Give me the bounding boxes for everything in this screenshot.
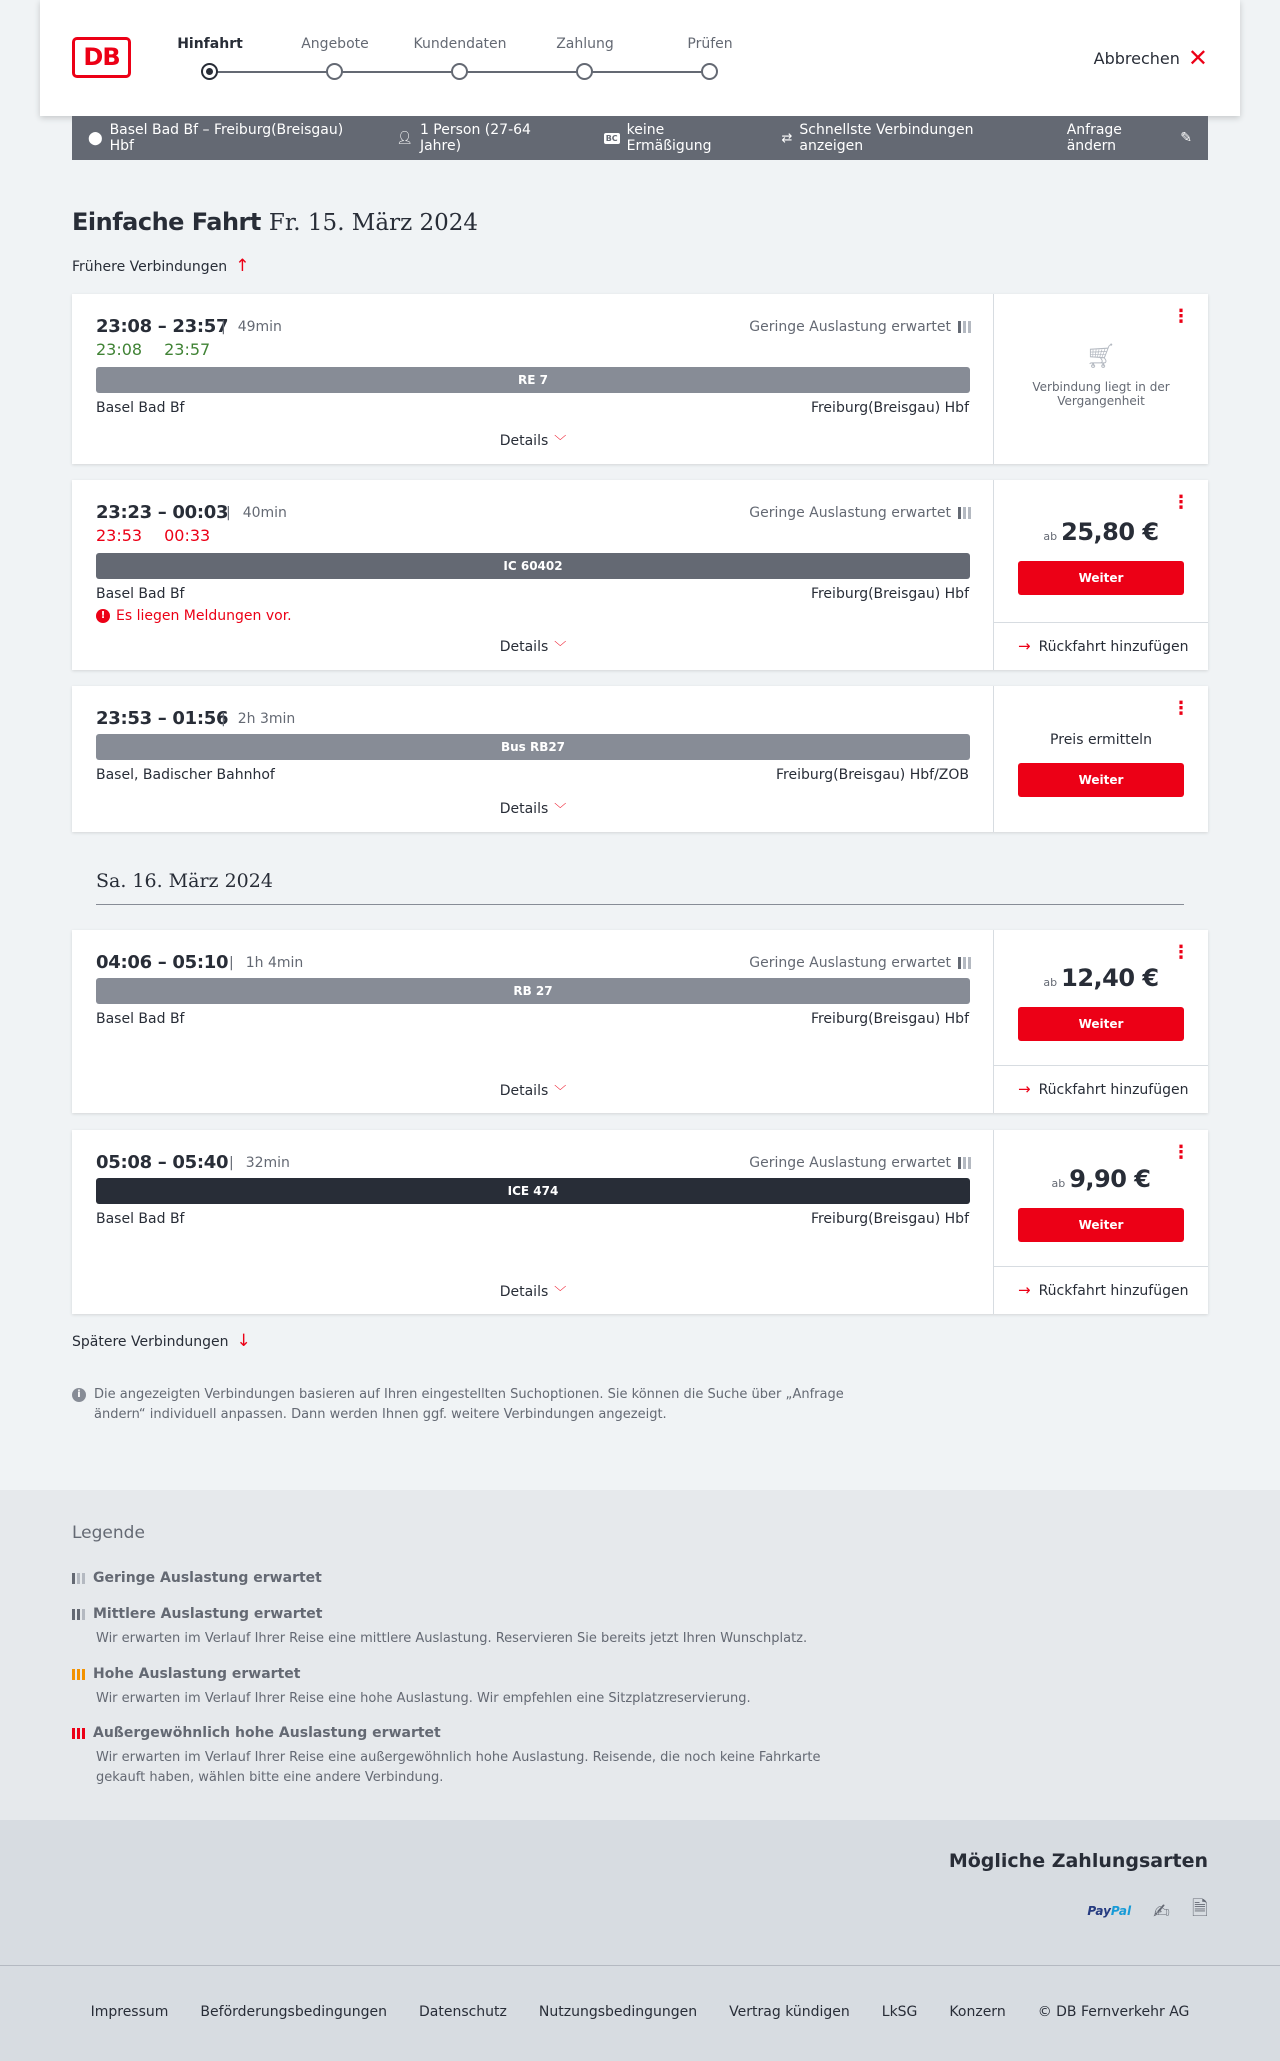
step-dot-zahlung bbox=[576, 63, 593, 80]
connection-times: 23:08 – 23:57 bbox=[96, 316, 229, 337]
add-return-button[interactable] bbox=[994, 1065, 1208, 1113]
search-info-note bbox=[72, 1385, 852, 1425]
legend-text: Wir erwarten im Verlauf Ihrer Reise eine außergewöhnlich hohe Auslastung. Reisende, die noch keine Fahrkarte gekauft haben, wählen bitte eine andere Verbindung. bbox=[96, 1750, 821, 1785]
query-summary-bar bbox=[72, 116, 1208, 160]
connection-times: 04:06 – 05:10 bbox=[96, 952, 229, 973]
person-icon: 👤︎ bbox=[396, 130, 413, 146]
price bbox=[994, 518, 1208, 546]
load-high-icon bbox=[72, 1669, 85, 1680]
price-value: 25,80 € bbox=[1061, 518, 1159, 546]
header bbox=[40, 0, 1240, 116]
realtime-times bbox=[96, 526, 232, 545]
connection-main[interactable] bbox=[72, 480, 994, 670]
departure-station: Basel Bad Bf bbox=[96, 586, 185, 602]
legend-label: Mittlere Auslastung erwartet bbox=[93, 1606, 323, 1622]
determine-price-label: Preis ermitteln bbox=[1050, 732, 1152, 748]
arrival-station: Freiburg(Breisgau) Hbf/ZOB bbox=[776, 767, 969, 783]
cancel-button[interactable] bbox=[1094, 46, 1208, 70]
arrival-station: Freiburg(Breisgau) Hbf bbox=[810, 586, 969, 602]
details-label: Details bbox=[499, 801, 549, 817]
query-route: Basel Bad Bf – Freiburg(Breisgau) Hbf bbox=[109, 122, 344, 154]
change-query-label: Anfrage ändern bbox=[1066, 122, 1122, 154]
info-icon: i bbox=[72, 1388, 86, 1402]
more-options-icon[interactable]: ⋮ bbox=[1172, 698, 1190, 719]
legend-section bbox=[0, 1490, 1280, 1820]
price-prefix: ab bbox=[1043, 530, 1058, 543]
price-prefix: ab bbox=[1043, 976, 1058, 989]
connection-main[interactable] bbox=[72, 1130, 994, 1314]
connection-offer bbox=[994, 930, 1208, 1113]
train-bar: RE 7 bbox=[96, 367, 970, 393]
chevron-down-icon: ﹀ bbox=[554, 434, 567, 448]
past-connection-label: Verbindung liegt in der Vergangenheit bbox=[1032, 380, 1170, 408]
step-dot-hinfahrt bbox=[201, 63, 218, 80]
later-connections-link[interactable] bbox=[72, 1333, 251, 1350]
more-options-icon[interactable]: ⋮ bbox=[1172, 1142, 1190, 1163]
step-dot-angebote bbox=[326, 63, 343, 80]
connection-card bbox=[72, 1130, 1208, 1314]
trip-date: Fr. 15. März 2024 bbox=[268, 210, 479, 236]
connection-main[interactable] bbox=[72, 930, 994, 1113]
connection-duration: | 49min bbox=[221, 319, 282, 335]
train-bar: RB 27 bbox=[96, 978, 970, 1004]
location-pin-icon: ⬤ bbox=[88, 130, 103, 146]
load-indicator bbox=[749, 505, 971, 521]
price-value: 12,40 € bbox=[1061, 964, 1159, 992]
connection-card bbox=[72, 480, 1208, 670]
connection-offer bbox=[994, 480, 1208, 670]
realtime-departure: 23:08 bbox=[96, 340, 143, 359]
departure-station: Basel Bad Bf bbox=[96, 1211, 185, 1227]
footer-link-vertrag-kuendigen[interactable]: Vertrag kündigen bbox=[729, 2004, 850, 2020]
legend-label: Außergewöhnlich hohe Auslastung erwartet bbox=[93, 1725, 441, 1741]
price bbox=[994, 964, 1208, 992]
connection-offer bbox=[994, 294, 1208, 464]
connection-offer bbox=[994, 686, 1208, 832]
step-kundendaten: Kundendaten bbox=[413, 36, 507, 52]
db-logo[interactable]: DB bbox=[72, 37, 131, 78]
footer-link-lksg[interactable]: LkSG bbox=[881, 2004, 918, 2020]
details-toggle[interactable] bbox=[72, 432, 994, 449]
load-indicator bbox=[749, 1155, 971, 1171]
details-toggle[interactable] bbox=[72, 1283, 994, 1300]
paypal-logo-a: Pay bbox=[1087, 1904, 1111, 1918]
payment-title: Mögliche Zahlungsarten bbox=[948, 1850, 1208, 1872]
pencil-icon: ✎ bbox=[1180, 130, 1192, 146]
realtime-times bbox=[96, 340, 232, 359]
load-label: Geringe Auslastung erwartet bbox=[749, 505, 951, 521]
connection-card bbox=[72, 930, 1208, 1113]
earlier-label: Frühere Verbindungen bbox=[72, 258, 228, 275]
realtime-departure: 23:53 bbox=[96, 526, 143, 545]
more-options-icon[interactable]: ⋮ bbox=[1172, 942, 1190, 963]
load-indicator bbox=[749, 955, 971, 971]
legend-text: Wir erwarten im Verlauf Ihrer Reise eine mittlere Auslastung. Reservieren Sie bereits jetzt Ihren Wunschplatz. bbox=[96, 1631, 808, 1646]
connection-times: 23:23 – 00:03 bbox=[96, 502, 229, 523]
footer-link-datenschutz[interactable]: Datenschutz bbox=[418, 2004, 507, 2020]
legend-label: Hohe Auslastung erwartet bbox=[93, 1666, 301, 1682]
add-return-label: Rückfahrt hinzufügen bbox=[1038, 638, 1189, 655]
trip-type: Einfache Fahrt bbox=[72, 208, 261, 236]
realtime-arrival: 00:33 bbox=[164, 526, 211, 545]
arrow-up-icon: ↑ bbox=[235, 256, 250, 276]
details-label: Details bbox=[499, 639, 549, 655]
add-return-button[interactable] bbox=[994, 622, 1208, 670]
continue-button[interactable]: Weiter bbox=[1018, 763, 1184, 797]
connection-duration: | 40min bbox=[226, 505, 287, 521]
details-toggle[interactable] bbox=[72, 800, 994, 817]
change-query-button[interactable] bbox=[1067, 122, 1192, 154]
load-very-high-icon bbox=[72, 1728, 85, 1739]
footer-copyright: © DB Fernverkehr AG bbox=[1037, 2004, 1190, 2020]
query-passengers: 1 Person (27-64 Jahre) bbox=[419, 122, 531, 154]
arrival-station: Freiburg(Breisgau) Hbf bbox=[810, 1211, 969, 1227]
load-medium-icon bbox=[72, 1609, 85, 1620]
load-indicator bbox=[749, 319, 971, 335]
footer bbox=[0, 1965, 1280, 2061]
continue-button[interactable]: Weiter bbox=[1018, 1208, 1184, 1242]
departure-station: Basel Bad Bf bbox=[96, 1011, 185, 1027]
load-label: Geringe Auslastung erwartet bbox=[749, 1155, 951, 1171]
chevron-down-icon: ﹀ bbox=[554, 1285, 567, 1299]
legend-text: Wir erwarten im Verlauf Ihrer Reise eine hohe Auslastung. Wir empfehlen eine Sitzplatzreservierung. bbox=[96, 1691, 751, 1706]
chevron-down-icon: ﹀ bbox=[554, 640, 567, 654]
payment-section bbox=[0, 1820, 1280, 1965]
footer-link-befoerderungsbedingungen[interactable]: Beförderungsbedingungen bbox=[200, 2004, 387, 2020]
arrow-right-icon: → bbox=[1018, 1080, 1031, 1098]
chevron-down-icon: ﹀ bbox=[554, 802, 567, 816]
connection-duration: | 1h 4min bbox=[229, 955, 303, 971]
details-toggle[interactable] bbox=[72, 638, 994, 655]
disruption-label: Es liegen Meldungen vor. bbox=[116, 608, 292, 624]
search-info-text: Die angezeigten Verbindungen basieren auf Ihren eingestellten Suchoptionen. Sie können die Suche über „Anfrage ändern“ individuell anpassen. Dann werden Ihnen ggf. weitere Verbindungen angezeigt. bbox=[94, 1387, 844, 1422]
legend-item-very-high bbox=[72, 1725, 872, 1788]
page-title bbox=[72, 208, 478, 236]
arrival-station: Freiburg(Breisgau) Hbf bbox=[810, 1011, 969, 1027]
add-return-label: Rückfahrt hinzufügen bbox=[1038, 1282, 1189, 1299]
connection-card bbox=[72, 294, 1208, 464]
load-low-icon bbox=[958, 957, 971, 969]
add-return-label: Rückfahrt hinzufügen bbox=[1038, 1081, 1189, 1098]
cart-icon: 🛒︎ bbox=[1085, 342, 1117, 370]
step-angebote: Angebote bbox=[301, 36, 369, 52]
footer-link-nutzungsbedingungen[interactable]: Nutzungsbedingungen bbox=[538, 2004, 698, 2020]
details-label: Details bbox=[499, 1284, 549, 1300]
query-discount: keine Ermäßigung bbox=[626, 122, 712, 154]
footer-link-impressum[interactable]: Impressum bbox=[90, 2004, 169, 2020]
details-label: Details bbox=[499, 1083, 549, 1099]
disruption-message[interactable] bbox=[96, 608, 292, 624]
arrow-right-icon: → bbox=[1018, 1281, 1031, 1299]
past-connection-notice bbox=[994, 342, 1208, 408]
continue-button[interactable]: Weiter bbox=[1018, 561, 1184, 595]
train-bar: Bus RB27 bbox=[96, 734, 970, 760]
load-low-icon bbox=[958, 507, 971, 519]
swap-icon: ⇄ bbox=[781, 130, 793, 146]
connection-times: 23:53 – 01:56 bbox=[96, 708, 229, 729]
details-toggle[interactable] bbox=[72, 1082, 994, 1099]
train-bar: ICE 474 bbox=[96, 1178, 970, 1204]
close-icon: ✕ bbox=[1187, 44, 1208, 72]
legend-label: Geringe Auslastung erwartet bbox=[93, 1570, 322, 1586]
alert-icon: ! bbox=[96, 609, 110, 623]
connection-offer bbox=[994, 1130, 1208, 1314]
arrow-right-icon: → bbox=[1018, 637, 1031, 655]
more-options-icon[interactable]: ⋮ bbox=[1172, 492, 1190, 513]
sepa-icon: 🗎︎ bbox=[1191, 1896, 1208, 1920]
more-options-icon[interactable]: ⋮ bbox=[1172, 306, 1190, 327]
legend-item-medium bbox=[72, 1606, 807, 1649]
add-return-button[interactable] bbox=[994, 1266, 1208, 1314]
train-bar: IC 60402 bbox=[96, 553, 970, 579]
load-low-icon bbox=[958, 1157, 971, 1169]
earlier-connections-link[interactable] bbox=[72, 258, 249, 275]
load-label: Geringe Auslastung erwartet bbox=[749, 955, 951, 971]
realtime-arrival: 23:57 bbox=[164, 340, 211, 359]
day-separator: Sa. 16. März 2024 bbox=[96, 870, 1184, 905]
footer-links bbox=[0, 2004, 1280, 2020]
credit-card-icon: ✍ bbox=[1153, 1899, 1170, 1923]
price-prefix: ab bbox=[1051, 1177, 1066, 1190]
arrow-down-icon: ↓ bbox=[236, 1331, 251, 1351]
connection-card bbox=[72, 686, 1208, 832]
later-label: Spätere Verbindungen bbox=[72, 1333, 229, 1350]
connection-duration: | 32min bbox=[229, 1155, 290, 1171]
departure-station: Basel, Badischer Bahnhof bbox=[96, 767, 275, 783]
load-low-icon bbox=[72, 1573, 85, 1584]
departure-station: Basel Bad Bf bbox=[96, 400, 185, 416]
chevron-down-icon: ﹀ bbox=[554, 1084, 567, 1098]
legend-item-high bbox=[72, 1666, 751, 1709]
load-label: Geringe Auslastung erwartet bbox=[749, 319, 951, 335]
bahncard-icon: BC bbox=[605, 133, 618, 143]
paypal-icon bbox=[1087, 1904, 1131, 1918]
legend-item-low bbox=[72, 1570, 322, 1586]
cancel-label: Abbrechen bbox=[1093, 48, 1180, 68]
payment-icons bbox=[1087, 1894, 1208, 1928]
arrival-station: Freiburg(Breisgau) Hbf bbox=[810, 400, 969, 416]
continue-button[interactable]: Weiter bbox=[1018, 1007, 1184, 1041]
legend-title: Legende bbox=[72, 1523, 145, 1543]
step-hinfahrt: Hinfahrt bbox=[177, 36, 243, 52]
connection-duration: | 2h 3min bbox=[221, 711, 295, 727]
details-label: Details bbox=[499, 433, 549, 449]
paypal-logo-b: Pal bbox=[1110, 1904, 1132, 1918]
connection-times: 05:08 – 05:40 bbox=[96, 1152, 229, 1173]
step-pruefen: Prüfen bbox=[687, 36, 733, 52]
step-dot-pruefen bbox=[701, 63, 718, 80]
price-value: 9,90 € bbox=[1069, 1165, 1151, 1193]
footer-link-konzern[interactable]: Konzern bbox=[949, 2004, 1006, 2020]
load-low-icon bbox=[958, 321, 971, 333]
step-dot-kundendaten bbox=[451, 63, 468, 80]
price bbox=[994, 1165, 1208, 1193]
step-zahlung: Zahlung bbox=[556, 36, 614, 52]
connection-main[interactable] bbox=[72, 294, 994, 464]
connection-main[interactable] bbox=[72, 686, 994, 832]
query-fastest: Schnellste Verbindungen anzeigen bbox=[799, 122, 974, 154]
